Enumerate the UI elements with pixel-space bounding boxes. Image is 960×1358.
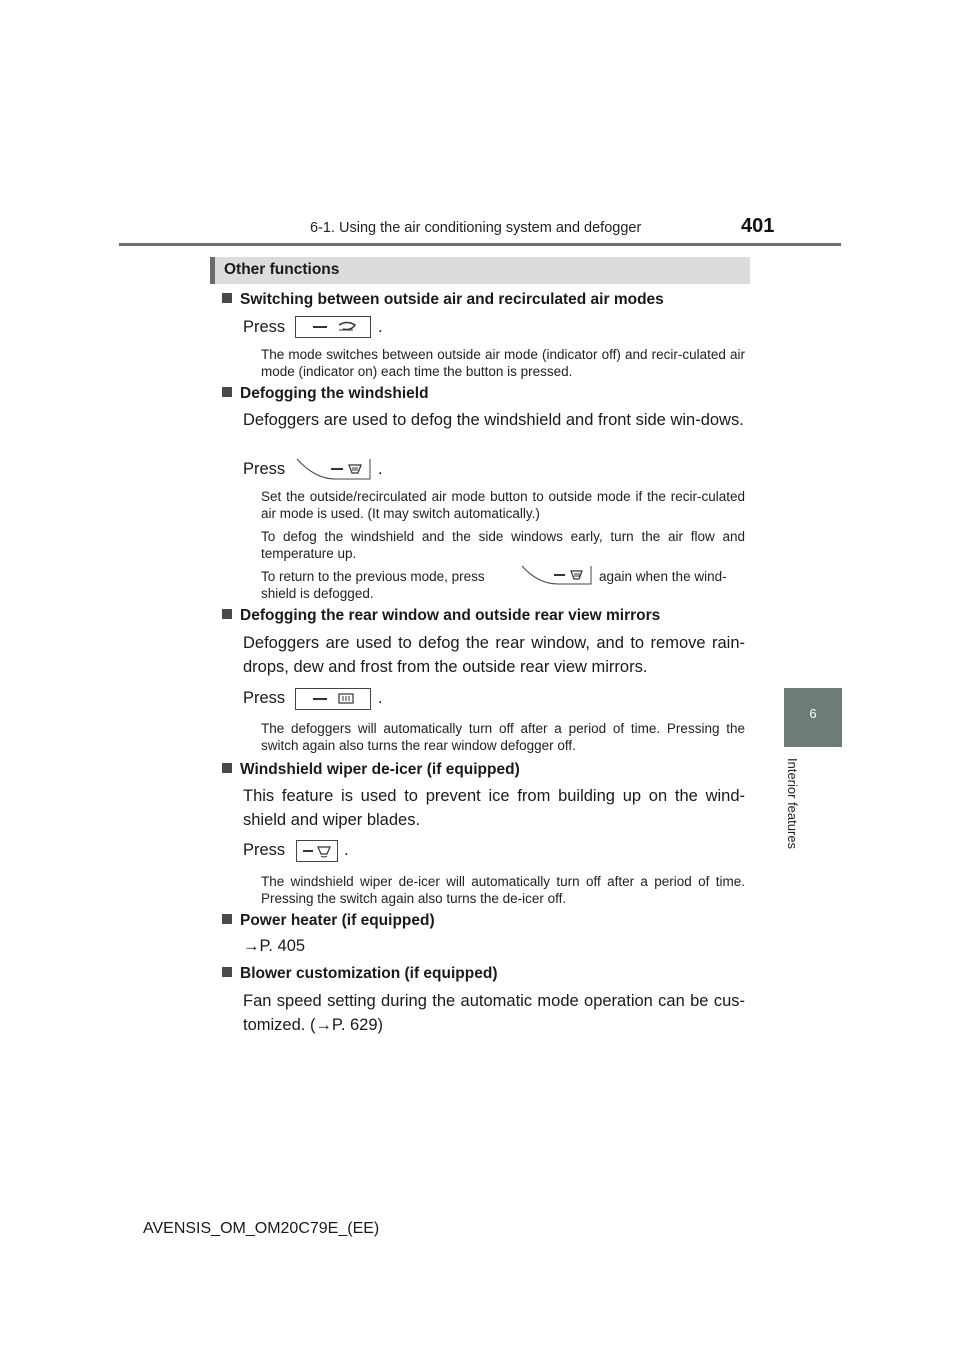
windshield-defog-button-icon-inline xyxy=(520,564,592,586)
header-rule xyxy=(119,243,841,246)
topic-heading-rear xyxy=(222,607,660,625)
topic-heading-text: Switching between outside air and recirculated air modes xyxy=(240,291,664,308)
square-bullet-icon xyxy=(222,293,232,303)
note-windshield-3a: To return to the previous mode, press xyxy=(261,569,485,584)
press-text: Press xyxy=(243,841,286,859)
note-windshield-2: To defog the windshield and the side windows early, turn the air flow and temperature up. xyxy=(261,529,745,561)
press-line xyxy=(243,841,285,860)
page-reference-link[interactable]: →P. 405 xyxy=(243,937,306,955)
press-line xyxy=(243,460,285,479)
topic-heading-blower xyxy=(222,965,497,983)
topic-heading-windshield xyxy=(222,385,429,403)
recirc-button-icon xyxy=(295,316,371,338)
press-text: Press xyxy=(243,460,286,478)
page-number: 401 xyxy=(741,215,775,237)
chapter-tab xyxy=(784,688,842,747)
topic-heading-text: Blower customization (if equipped) xyxy=(240,965,498,982)
press-period: . xyxy=(344,841,349,859)
section-title: Other functions xyxy=(224,261,340,278)
chapter-label-text: Interior features xyxy=(785,758,800,850)
chapter-number: 6 xyxy=(809,706,817,721)
press-line xyxy=(243,689,285,708)
rear-defog-button-icon xyxy=(295,688,371,710)
note-recirc: The mode switches between outside air mode (indicator off) and recir-culated air mode (indicator on) each time the button is pressed. xyxy=(261,347,745,379)
press-line xyxy=(243,318,285,337)
deicer-button-icon xyxy=(296,840,338,862)
press-text: Press xyxy=(243,689,286,707)
note-windshield-3c: shield is defogged. xyxy=(261,586,374,601)
section-heading-bar xyxy=(210,257,750,284)
body-windshield: Defoggers are used to defog the windshield and front side win-dows. xyxy=(243,411,744,429)
press-text: Press xyxy=(243,318,286,336)
body-rear: Defoggers are used to defog the rear window, and to remove rain-drops, dew and frost from the outside rear view mirrors. xyxy=(243,634,745,676)
note-deicer: The windshield wiper de-icer will automatically turn off after a period of time. Pressing the switch again also turns the de-icer off. xyxy=(261,874,745,906)
topic-heading-recirc xyxy=(222,291,664,309)
press-period: . xyxy=(378,460,383,478)
topic-heading-deicer xyxy=(222,761,520,779)
press-period: . xyxy=(378,318,383,336)
square-bullet-icon xyxy=(222,609,232,619)
body-deicer: This feature is used to prevent ice from building up on the wind-shield and wiper blades. xyxy=(243,787,745,829)
topic-heading-text: Defogging the rear window and outside rear view mirrors xyxy=(240,607,661,624)
note-windshield-1: Set the outside/recirculated air mode button to outside mode if the recir-culated air mode is used. (It may switch automatically.) xyxy=(261,489,745,521)
note-windshield-3b: again when the wind- xyxy=(599,569,727,584)
square-bullet-icon xyxy=(222,763,232,773)
topic-heading-text: Windshield wiper de-icer (if equipped) xyxy=(240,761,520,778)
topic-heading-heater xyxy=(222,912,435,930)
note-rear: The defoggers will automatically turn off after a period of time. Pressing the switch again also turns the rear window defogger off. xyxy=(261,721,745,753)
body-blower: Fan speed setting during the automatic mode operation can be cus-tomized. (→P. 629) xyxy=(243,992,745,1034)
square-bullet-icon xyxy=(222,387,232,397)
square-bullet-icon xyxy=(222,967,232,977)
square-bullet-icon xyxy=(222,914,232,924)
chapter-label xyxy=(786,758,806,858)
running-header: 6-1. Using the air conditioning system and defogger xyxy=(310,220,642,236)
windshield-defog-button-icon xyxy=(295,457,371,481)
press-period: . xyxy=(378,689,383,707)
topic-heading-text: Power heater (if equipped) xyxy=(240,912,435,929)
topic-heading-text: Defogging the windshield xyxy=(240,385,429,402)
document-code: AVENSIS_OM_OM20C79E_(EE) xyxy=(143,1220,380,1237)
